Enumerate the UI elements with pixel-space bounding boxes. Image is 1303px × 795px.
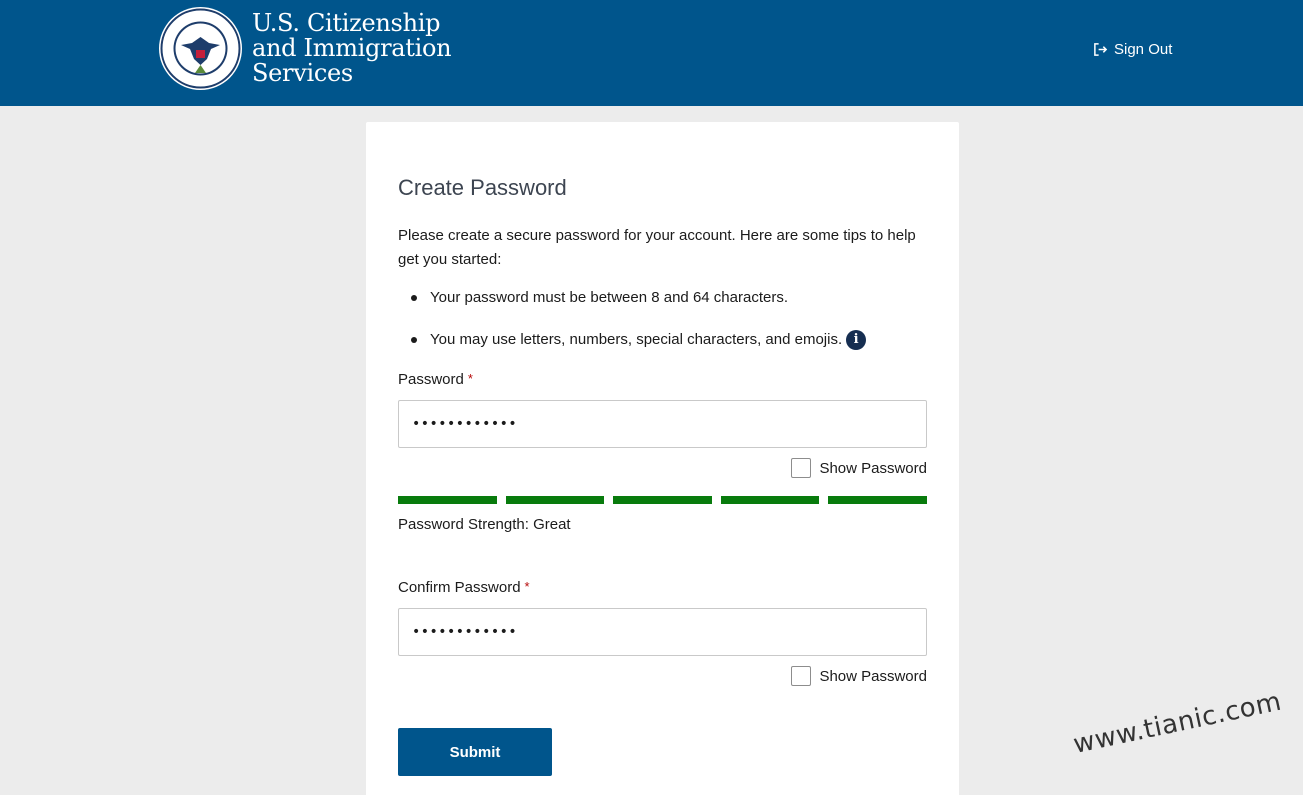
show-password-checkbox[interactable] bbox=[791, 458, 811, 478]
confirm-password-input[interactable]: •••••••••••• bbox=[398, 608, 927, 656]
brand-line-2: and Immigration bbox=[252, 34, 452, 62]
required-marker: * bbox=[467, 371, 473, 386]
list-item bbox=[398, 329, 938, 371]
password-strength-meter bbox=[398, 496, 927, 504]
show-confirm-password-toggle[interactable] bbox=[791, 666, 927, 686]
intro-text: Please create a secure password for your account. Here are some tips to help get you started: bbox=[398, 227, 916, 268]
sign-out-label: Sign Out bbox=[1114, 40, 1173, 58]
submit-button[interactable]: Submit bbox=[398, 728, 552, 776]
password-tips-list bbox=[398, 287, 938, 371]
tip-text: Your password must be between 8 and 64 characters. bbox=[430, 289, 788, 306]
password-label bbox=[398, 371, 473, 388]
confirm-password-label bbox=[398, 579, 530, 596]
list-item bbox=[398, 287, 938, 329]
show-password-label: Show Password bbox=[819, 667, 927, 685]
bullet-icon bbox=[411, 295, 417, 301]
info-icon[interactable]: i bbox=[846, 330, 866, 350]
tip-text: You may use letters, numbers, special characters, and emojis. bbox=[430, 331, 843, 348]
seal-emblem-icon bbox=[159, 7, 242, 90]
show-confirm-password-checkbox[interactable] bbox=[791, 666, 811, 686]
brand-line-1: U.S. Citizenship bbox=[252, 9, 441, 37]
dhs-seal-logo[interactable] bbox=[159, 7, 242, 90]
brand-line-3: Services bbox=[252, 59, 353, 87]
password-input[interactable]: •••••••••••• bbox=[398, 400, 927, 448]
show-password-toggle[interactable] bbox=[791, 458, 927, 478]
strength-segment bbox=[721, 496, 820, 504]
strength-segment bbox=[828, 496, 927, 504]
confirm-password-label-text: Confirm Password bbox=[398, 579, 521, 596]
sign-out-link[interactable] bbox=[1093, 38, 1172, 60]
show-password-label: Show Password bbox=[819, 459, 927, 477]
sign-out-icon bbox=[1093, 42, 1108, 57]
strength-segment bbox=[613, 496, 712, 504]
bullet-icon bbox=[411, 337, 417, 343]
page-title: Create Password bbox=[398, 175, 567, 200]
strength-segment bbox=[506, 496, 605, 504]
strength-segment bbox=[398, 496, 497, 504]
password-label-text: Password bbox=[398, 371, 464, 388]
watermark-text: www.tianic.com bbox=[1070, 686, 1285, 760]
required-marker: * bbox=[524, 579, 530, 594]
site-header bbox=[0, 0, 1303, 106]
agency-name[interactable] bbox=[252, 11, 451, 86]
create-password-card bbox=[366, 122, 959, 795]
password-strength-text: Password Strength: Great bbox=[398, 516, 571, 533]
